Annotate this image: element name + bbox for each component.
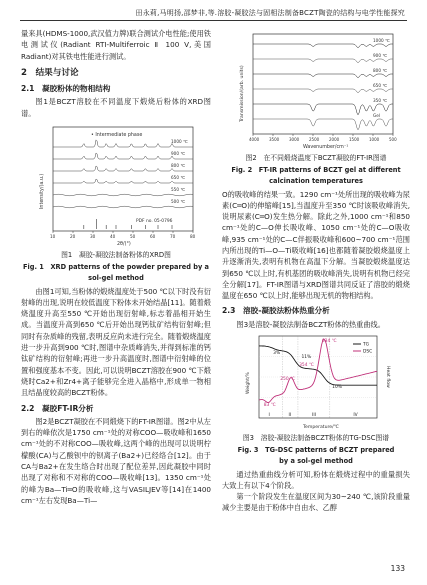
xrd-xtick-label: 40 [110,234,116,240]
xrd-temp-label: 900 ℃ [171,151,186,157]
tg-legend-label: DSC [363,349,373,355]
figure-2-ftir [231,30,401,152]
xrd-xtick-label: 60 [150,234,156,240]
section-2-2-heading: 2.2 凝胶FT-IR分析 [21,403,94,413]
paragraph-tg-stages: 通过热重曲线分析可知,粉体在煅烧过程中的重量损失大致上有以下4个阶段。 [222,469,410,490]
ftir-xtick-label: 2000 [329,137,340,142]
ftir-curve [253,89,393,93]
running-header-text: 田永莉,马明扬,邵梦非,等.溶胶-凝胶法与固相法制备BCZT陶瓷的结构与电学性能探究 [135,9,405,17]
figure-2-caption-en-1: Fig. 2 FT-IR patterns of BCZT gel at different [231,165,401,174]
xrd-temp-label: 550 ℃ [171,187,186,193]
xrd-xtick-label: 10 [50,234,56,240]
xrd-temp-label: 1000 ℃ [171,139,188,145]
xrd-temp-label: 500 ℃ [171,199,186,205]
ftir-curve [253,119,393,130]
ftir-xtick-label: 4000 [249,137,260,142]
ftir-xtick-label: 500 [389,137,397,142]
ftir-chart [231,30,401,152]
xrd-chart [31,121,201,249]
xrd-legend: • Intermediate phase [91,133,143,139]
tg-annotation: III [312,413,316,419]
ftir-ylabel: Transmission/(arb. units) [240,65,245,122]
ftir-temp-label: Gel [373,113,380,118]
paragraph-tg-stage-1: 第一个阶段发生在温度区间为30~240 ℃,该阶段重量减少主要是由于粉体中自由水、乙醇 [222,492,410,513]
figure-3-caption-en-1: Fig. 3 TG-DSC patterns of BCZT prepared [237,445,395,454]
tg-annotation: 634 ℃ [321,339,337,345]
right-column [222,28,410,514]
xrd-temp-label: 650 ℃ [171,175,186,181]
tg-annotation: 250 ℃ [280,377,295,383]
ftir-xtick-label: 3000 [289,137,300,142]
xrd-ylabel: Intensity/(a.u.) [40,173,45,210]
figure-1-xrd [31,121,201,249]
paragraph-ftir-discussion: 图2是BCZT凝胶在不同煅烧下的FT-IR图谱。图2中从左到右的峰依次是1750 cm⁻¹处的对称COO—吸收峰和1650 cm⁻¹处的不对称COO—吸收峰,这两个峰的出现可以说明柠檬酸(CA)与乙酸钡中的钡离子(Ba2+)已经络合[12]。由于CA与Ba2+在发生络合时出现了配位差异,因此凝胶中同时出现了对称和不对称的COO—吸收峰[13]。1350 cm⁻¹处的峰为Ba—Ti═O的吸收峰,这与VASILJEV等[14]在1400 cm⁻¹左右发现Ba—Ti— [21,416,211,505]
ftir-curve [253,104,393,115]
running-header [0,0,427,24]
xrd-xtick-label: 50 [130,234,136,240]
figure-3-tgdsc [241,332,391,432]
tg-annotation: I [268,413,270,419]
header-rule [20,20,407,21]
figure-1-caption-en-1: Fig. 1 XRD patterns of the powder prepared by a [22,262,209,271]
ftir-temp-label: 1000 ℃ [373,38,390,43]
tg-annotation: IV [353,413,358,419]
section-2-3-heading: 2.3 溶胶-凝胶法粉体热重分析 [222,306,330,316]
tgdsc-chart [241,332,391,432]
page-number: 133 [390,564,405,573]
left-column [21,28,211,506]
ftir-temp-label: 800 ℃ [373,68,388,73]
paragraph-tg-intro: 图3是溶胶-凝胶法制备BCZT粉体的热重曲线。 [236,319,385,329]
xrd-xtick-label: 80 [190,234,196,240]
tg-annotation: 11% [301,355,312,361]
ftir-curve [253,59,393,63]
figure-1-caption-en-2: sol-gel method [88,274,144,283]
paragraph-xrd-discussion: 由图1可知,当粉体的煅烧温度处于500 ℃以下时没有衍射峰的出现,说明在较低温度下粉体未开始结晶[11]。随着煅烧温度升高至550 ℃开始出现衍射峰,标志着晶相开始生成。当温度升高到650 ℃后开始出现钙钛矿结构衍射峰;但同时有杂质峰的残留,表明反应尚未进行完全。随着煅烧温度进一步升高到900 ℃时,图谱中杂质峰消失,并得到标准的钙钛矿结构的衍射峰;再进一步升高温度时,图谱中衍射峰的位置和强度基本不变。因此,可以说明BCZT溶胶在900 ℃下煅烧时Ca2+和Zr4+离子能够完全进入晶格中,形成单一物相且结晶度较高的BCZT粉体。 [21,286,211,398]
figure-2-caption-en-2: calcination temperatures [269,177,363,185]
xrd-xlabel: 2θ/(°) [117,242,131,248]
ftir-temp-label: 900 ℃ [373,53,388,58]
figure-3-caption-en-2: by a sol-gel method [279,457,353,466]
tg-ylabel-left: Weight/% [246,372,251,395]
tg-annotation: 3% [273,351,281,357]
tg-annotation: 354 ℃ [299,363,314,369]
xrd-xtick-label: 30 [90,234,96,240]
xrd-xtick-label: 70 [170,234,176,240]
ftir-temp-label: 650 ℃ [373,83,388,88]
paragraph-fig1-intro: 图1是BCZT溶胶在不同温度下煅烧后粉体的XRD图谱。 [21,97,211,118]
tg-annotation: 83 ℃ [263,403,276,409]
xrd-xtick-label: 20 [70,234,76,240]
tg-annotation: 10% [332,385,342,391]
paragraph-ftir-continued: O的吸收峰的结果一致。1290 cm⁻¹处所出现的吸收峰为尿素(C═O)的伸缩峰[15],当温度升至350 ℃时该吸收峰消失,说明尿素(C═O)发生热分解。除此之外,1000 cm⁻¹和850 cm⁻¹处的C—O伸长吸收峰、1050 cm⁻¹处的C—O吸收峰,935 cm⁻¹处的C—C伴振吸收峰和600~700 cm⁻¹范围内所出现的Ti—O—Ti吸收峰[16]也都随着凝胶煅烧温度上升逐渐消失,表明有机物在高温下分解。当凝胶煅烧温度达到650 ℃以上时,有机基团的吸收峰消失,说明有机物已经完全分解[17]。FT-IR图谱与XRD图谱共同反证了溶胶的煅烧温度在650 ℃以上时,能够出现无机的物相结构。 [222,189,410,301]
xrd-pdf-label: PDF no. 05-0796 [136,219,173,225]
ftir-xtick-label: 2500 [309,137,320,142]
tg-legend-label: TG [363,342,370,348]
tg-xlabel: Temperature/℃ [303,425,339,431]
ftir-curve [253,44,393,48]
ftir-curve [253,74,393,78]
ftir-xtick-label: 1000 [369,137,380,142]
ftir-xtick-label: 3500 [269,137,280,142]
tg-ylabel-right: Heat flow [385,366,390,388]
intro-paragraph: 量来具(HDMS-1000,武汉值力牌)联合测试介电性能;使用铁电测试仪(Radiant RTI-Multiferroic Ⅱ 100 V,美国Radiant)对其铁电性能进行测试。 [21,29,211,61]
tg-annotation: II [288,413,292,419]
ftir-xtick-label: 1500 [349,137,360,142]
figure-2-caption-cn: 图2 在不同煅烧温度下BCZT凝胶的FT-IR图谱 [245,154,387,162]
section-2-1-heading: 2.1 凝胶粉体的物相结构 [21,84,111,94]
figure-1-caption-cn: 图1 凝胶-凝胶法制备粉体的XRD图 [61,251,171,260]
figure-3-caption-cn: 图3 溶胶-凝胶法制备BCZT粉体的TG-DSC图谱 [242,434,390,443]
ftir-temp-label: 350 ℃ [373,98,388,103]
xrd-curve [53,194,193,196]
xrd-curve [53,206,193,208]
ftir-xlabel: Wavenumber/cm⁻¹ [303,145,349,150]
xrd-temp-label: 800 ℃ [171,163,186,169]
section-2-heading: 2 结果与讨论 [21,67,79,78]
